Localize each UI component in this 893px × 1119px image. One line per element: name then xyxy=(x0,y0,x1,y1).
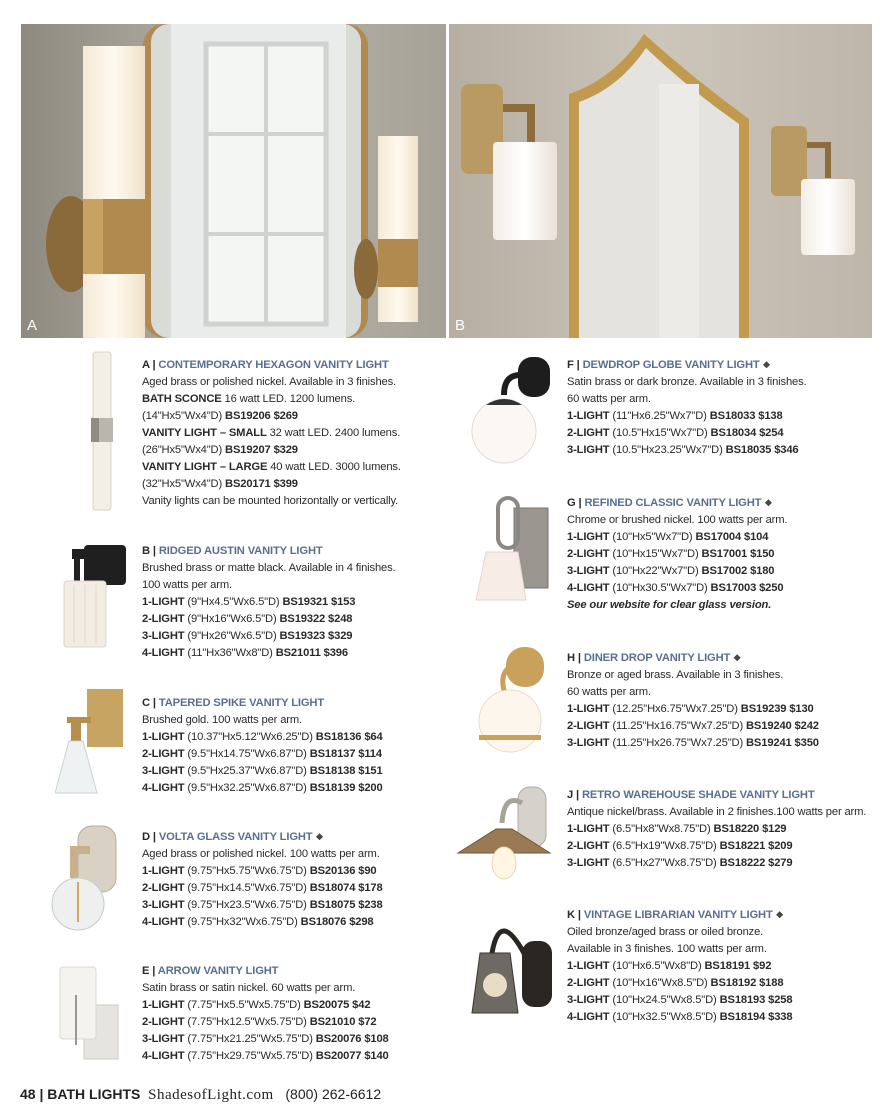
page-footer xyxy=(20,1086,381,1104)
product-a-text xyxy=(142,357,442,510)
spec-text: (6.5"Hx27"Wx8.75"D) xyxy=(609,857,720,869)
sku-price: BS20077 $140 xyxy=(315,1050,389,1062)
spec-line xyxy=(142,897,442,914)
spec-line xyxy=(567,855,877,872)
spec-label: 4-LIGHT xyxy=(567,582,610,594)
sku-price: BS18139 $200 xyxy=(309,782,383,794)
spec-text: (10"Hx6.5"Wx8"D) xyxy=(609,960,705,972)
sku-price: BS19240 $242 xyxy=(746,720,819,732)
sku-price: BS18221 $209 xyxy=(719,840,793,852)
spec-line xyxy=(567,804,877,821)
spec-label: 2-LIGHT xyxy=(567,720,610,732)
sku-price: BS19206 $269 xyxy=(225,410,298,422)
spec-line xyxy=(567,838,877,855)
product-name: DINER DROP VANITY LIGHT xyxy=(583,652,731,664)
spec-text: 60 watts per arm. xyxy=(567,393,651,405)
spec-label: 2-LIGHT xyxy=(142,613,185,625)
spec-text: Satin brass or dark bronze. Available in 3 finishes. xyxy=(567,376,807,388)
spec-label: 2-LIGHT xyxy=(567,977,610,989)
sku-price: BS18035 $346 xyxy=(725,444,799,456)
product-g-image xyxy=(474,494,554,604)
spec-text: (6.5"Hx8"Wx8.75"D) xyxy=(609,823,714,835)
spec-text: Vanity lights can be mounted horizontally or vertically. xyxy=(142,495,399,507)
spec-text: 40 watt LED. 3000 lumens. xyxy=(267,461,401,473)
spec-label: 3-LIGHT xyxy=(142,765,185,777)
spec-text: 60 watts per arm. xyxy=(567,686,651,698)
product-letter: B xyxy=(142,545,150,557)
spec-line xyxy=(142,863,442,880)
product-c-text xyxy=(142,695,442,797)
product-heading xyxy=(142,695,442,712)
sku-price: BS20136 $90 xyxy=(309,865,377,877)
spec-text: (6.5"Hx19"Wx8.75"D) xyxy=(609,840,720,852)
spec-text: (11"Hx6.25"Wx7"D) xyxy=(609,410,710,422)
spec-text: (9.5"Hx25.37"Wx6.87"D) xyxy=(184,765,310,777)
spec-label: 3-LIGHT xyxy=(567,565,610,577)
product-e-image xyxy=(58,965,122,1063)
spec-line xyxy=(567,1009,877,1026)
spec-line xyxy=(567,958,877,975)
product-g-text xyxy=(567,495,877,614)
product-heading xyxy=(142,543,442,560)
product-k-text xyxy=(567,907,877,1026)
spec-line xyxy=(567,408,877,425)
sku-price: BS19321 $153 xyxy=(282,596,356,608)
spec-label: VANITY LIGHT – SMALL xyxy=(142,427,267,439)
sku-price: BS19322 $248 xyxy=(279,613,353,625)
spec-label: 1-LIGHT xyxy=(142,865,185,877)
product-name: RIDGED AUSTIN VANITY LIGHT xyxy=(158,545,323,557)
product-letter: K xyxy=(567,909,575,921)
spec-text: (10.5"Hx15"Wx7"D) xyxy=(609,427,711,439)
spec-label: 2-LIGHT xyxy=(567,427,610,439)
product-c-image xyxy=(55,687,127,797)
product-letter: E xyxy=(142,965,150,977)
spec-label: 3-LIGHT xyxy=(567,857,610,869)
sku-price: BS18220 $129 xyxy=(713,823,787,835)
spec-text: Aged brass or polished nickel. 100 watts per arm. xyxy=(142,848,380,860)
spec-line xyxy=(142,408,442,425)
sku-price: BS20075 $42 xyxy=(303,999,371,1011)
footer-site[interactable]: ShadesofLight.com xyxy=(148,1087,274,1103)
product-name: ARROW VANITY LIGHT xyxy=(157,965,279,977)
spec-line xyxy=(142,1048,442,1065)
spec-text: Chrome or brushed nickel. 100 watts per arm. xyxy=(567,514,788,526)
product-heading xyxy=(142,829,442,846)
sku-price: BS18138 $151 xyxy=(309,765,383,777)
sku-price: BS20171 $399 xyxy=(225,478,298,490)
spec-label: 4-LIGHT xyxy=(142,1050,185,1062)
spec-line xyxy=(567,374,877,391)
product-name: REFINED CLASSIC VANITY LIGHT xyxy=(584,497,762,509)
spec-label: 2-LIGHT xyxy=(567,548,610,560)
sku-price: BS17003 $250 xyxy=(710,582,784,594)
spec-line xyxy=(142,1014,442,1031)
new-item-mark: ❖ xyxy=(315,832,324,842)
spec-line xyxy=(567,597,877,614)
spec-line xyxy=(142,997,442,1014)
product-d-image xyxy=(50,822,120,932)
sku-price: BS19239 $130 xyxy=(740,703,814,715)
spec-line xyxy=(567,529,877,546)
spec-line xyxy=(567,512,877,529)
spec-label: BATH SCONCE xyxy=(142,393,222,405)
spec-text: (11.25"Hx16.75"Wx7.25"D) xyxy=(609,720,746,732)
spec-line xyxy=(567,391,877,408)
spec-line xyxy=(142,374,442,391)
heading-separator: | xyxy=(149,965,158,977)
page-number: 48 xyxy=(20,1086,36,1102)
heading-separator: | xyxy=(149,697,159,709)
spec-label: 1-LIGHT xyxy=(567,823,610,835)
spec-text: 16 watt LED. 1200 lumens. xyxy=(221,393,356,405)
new-item-mark: ❖ xyxy=(733,653,742,663)
spec-line xyxy=(142,493,442,510)
new-item-mark: ❖ xyxy=(764,498,773,508)
spec-line xyxy=(567,735,877,752)
spec-line xyxy=(142,712,442,729)
spec-text: (14"Hx5"Wx4"D) xyxy=(142,410,226,422)
spec-label: 3-LIGHT xyxy=(567,444,610,456)
spec-text: (7.75"Hx29.75"Wx5.75"D) xyxy=(184,1050,316,1062)
new-item-mark: ❖ xyxy=(775,910,784,920)
new-item-mark: ❖ xyxy=(762,360,771,370)
spec-text: (9"Hx26"Wx6.5"D) xyxy=(184,630,280,642)
spec-label: 3-LIGHT xyxy=(142,1033,185,1045)
sku-price: BS18191 $92 xyxy=(704,960,772,972)
spec-label: 1-LIGHT xyxy=(142,999,185,1011)
spec-label: 2-LIGHT xyxy=(142,1016,185,1028)
spec-text: Bronze or aged brass. Available in 3 finishes. xyxy=(567,669,784,681)
heading-separator: | xyxy=(149,359,159,371)
spec-line xyxy=(142,980,442,997)
spec-text: (9.5"Hx32.25"Wx6.87"D) xyxy=(184,782,310,794)
sku-price: BS19323 $329 xyxy=(279,630,353,642)
spec-label: 2-LIGHT xyxy=(567,840,610,852)
heading-separator: | xyxy=(573,789,582,801)
spec-text: (9.75"Hx32"Wx6.75"D) xyxy=(184,916,301,928)
spec-line xyxy=(142,560,442,577)
photo-b xyxy=(449,24,872,338)
spec-text: Brushed gold. 100 watts per arm. xyxy=(142,714,302,726)
spec-label: 3-LIGHT xyxy=(142,899,185,911)
product-k-image xyxy=(470,913,556,1023)
sku-price: BS18034 $254 xyxy=(710,427,784,439)
sku-price: BS17002 $180 xyxy=(701,565,775,577)
heading-separator: | xyxy=(573,359,583,371)
spec-label: 3-LIGHT xyxy=(142,630,185,642)
spec-text: Antique nickel/brass. Available in 2 finishes.100 watts per arm. xyxy=(567,806,867,818)
sku-price: BS18136 $64 xyxy=(315,731,383,743)
product-name: VOLTA GLASS VANITY LIGHT xyxy=(158,831,313,843)
spec-text: (9"Hx16"Wx6.5"D) xyxy=(184,613,280,625)
spec-text: Brushed brass or matte black. Available in 4 finishes. xyxy=(142,562,396,574)
spec-text: (10"Hx22"Wx7"D) xyxy=(609,565,702,577)
product-heading xyxy=(567,495,877,512)
heading-separator: | xyxy=(574,909,584,921)
sku-price: BS18033 $138 xyxy=(709,410,783,422)
spec-text: (10"Hx5"Wx7"D) xyxy=(609,531,696,543)
sku-price: BS17004 $104 xyxy=(695,531,769,543)
product-heading xyxy=(567,650,877,667)
spec-line xyxy=(567,546,877,563)
spec-label: 1-LIGHT xyxy=(142,731,185,743)
spec-line xyxy=(567,684,877,701)
spec-line xyxy=(567,425,877,442)
sku-price: BS21010 $72 xyxy=(309,1016,377,1028)
spec-line xyxy=(142,729,442,746)
product-letter: C xyxy=(142,697,150,709)
spec-line xyxy=(567,941,877,958)
spec-text: (10"Hx30.5"Wx7"D) xyxy=(609,582,711,594)
footer-sep: | xyxy=(35,1086,48,1102)
heading-separator: | xyxy=(574,652,584,664)
sku-price: BS21011 $396 xyxy=(275,647,348,659)
sku-price: BS18076 $298 xyxy=(300,916,374,928)
spec-label: 4-LIGHT xyxy=(142,782,185,794)
product-b-image xyxy=(62,543,130,651)
spec-label: 1-LIGHT xyxy=(567,410,610,422)
sku-price: BS18222 $279 xyxy=(719,857,793,869)
heading-separator: | xyxy=(149,545,159,557)
spec-line xyxy=(567,718,877,735)
footer-section: BATH LIGHTS xyxy=(47,1086,141,1102)
spec-label: 2-LIGHT xyxy=(142,882,185,894)
website-note: See our website for clear glass version. xyxy=(567,599,772,611)
spec-line xyxy=(142,914,442,931)
product-a-image xyxy=(88,350,118,515)
spec-line xyxy=(142,780,442,797)
spec-text: (9.75"Hx23.5"Wx6.75"D) xyxy=(184,899,310,911)
spec-line xyxy=(567,580,877,597)
spec-text: (7.75"Hx21.25"Wx5.75"D) xyxy=(184,1033,316,1045)
sku-price: BS18192 $188 xyxy=(710,977,784,989)
spec-text: (32"Hx5"Wx4"D) xyxy=(142,478,226,490)
spec-line xyxy=(567,924,877,941)
spec-line xyxy=(142,763,442,780)
spec-line xyxy=(142,611,442,628)
product-h-image xyxy=(476,645,548,757)
spec-text: (9"Hx4.5"Wx6.5"D) xyxy=(184,596,283,608)
spec-label: 3-LIGHT xyxy=(567,994,610,1006)
spec-label: 1-LIGHT xyxy=(567,960,610,972)
sku-price: BS18194 $338 xyxy=(719,1011,793,1023)
spec-label: 2-LIGHT xyxy=(142,748,185,760)
product-letter: A xyxy=(142,359,150,371)
product-h-text xyxy=(567,650,877,752)
product-letter: F xyxy=(567,359,574,371)
spec-line xyxy=(567,442,877,459)
product-heading xyxy=(142,963,442,980)
sku-price: BS18075 $238 xyxy=(309,899,383,911)
spec-line xyxy=(142,391,442,408)
photo-b-letter: B xyxy=(455,317,466,334)
spec-line xyxy=(142,846,442,863)
photo-a xyxy=(21,24,446,338)
spec-line xyxy=(142,880,442,897)
spec-text: (10.37"Hx5.12"Wx6.25"D) xyxy=(184,731,316,743)
spec-text: (7.75"Hx5.5"Wx5.75"D) xyxy=(184,999,304,1011)
spec-text: (12.25"Hx6.75"Wx7.25"D) xyxy=(609,703,741,715)
product-letter: J xyxy=(567,789,574,801)
spec-line xyxy=(567,821,877,838)
sku-price: BS19207 $329 xyxy=(225,444,298,456)
spec-text: (7.75"Hx12.5"Wx5.75"D) xyxy=(184,1016,310,1028)
spec-text: (9.5"Hx14.75"Wx6.87"D) xyxy=(184,748,310,760)
spec-text: Aged brass or polished nickel. Available in 3 finishes. xyxy=(142,376,396,388)
spec-line xyxy=(142,1031,442,1048)
spec-label: 1-LIGHT xyxy=(567,703,610,715)
product-b-text xyxy=(142,543,442,662)
spec-text: Satin brass or satin nickel. 60 watts per arm. xyxy=(142,982,356,994)
spec-text: (11"Hx36"Wx8"D) xyxy=(184,647,276,659)
spec-line xyxy=(567,992,877,1009)
spec-text: (10"Hx24.5"Wx8.5"D) xyxy=(609,994,720,1006)
sku-price: BS19241 $350 xyxy=(746,737,819,749)
spec-text: (9.75"Hx14.5"Wx6.75"D) xyxy=(184,882,310,894)
spec-text: (10"Hx16"Wx8.5"D) xyxy=(609,977,711,989)
spec-line xyxy=(142,746,442,763)
product-name: CONTEMPORARY HEXAGON VANITY LIGHT xyxy=(158,359,389,371)
product-j-text xyxy=(567,787,877,872)
spec-text: (11.25"Hx26.75"Wx7.25"D) xyxy=(609,737,746,749)
product-letter: G xyxy=(567,497,576,509)
spec-label: 4-LIGHT xyxy=(142,916,185,928)
spec-label: 1-LIGHT xyxy=(567,531,610,543)
spec-line xyxy=(142,442,442,459)
product-heading xyxy=(567,907,877,924)
spec-label: 3-LIGHT xyxy=(567,737,610,749)
spec-text: (10"Hx32.5"Wx8.5"D) xyxy=(609,1011,720,1023)
footer-phone: (800) 262-6612 xyxy=(285,1086,382,1102)
spec-text: (10"Hx15"Wx7"D) xyxy=(609,548,702,560)
spec-line xyxy=(567,975,877,992)
spec-text: (26"Hx5"Wx4"D) xyxy=(142,444,226,456)
spec-line xyxy=(567,563,877,580)
spec-label: VANITY LIGHT – LARGE xyxy=(142,461,268,473)
spec-label: 4-LIGHT xyxy=(142,647,185,659)
spec-text: Available in 3 finishes. 100 watts per arm. xyxy=(567,943,767,955)
product-heading xyxy=(567,787,877,804)
spec-text: 100 watts per arm. xyxy=(142,579,232,591)
product-f-text xyxy=(567,357,877,459)
product-j-image xyxy=(456,783,552,883)
spec-line xyxy=(567,667,877,684)
product-d-text xyxy=(142,829,442,931)
heading-separator: | xyxy=(575,497,585,509)
spec-line xyxy=(142,594,442,611)
product-name: DEWDROP GLOBE VANITY LIGHT xyxy=(582,359,760,371)
spec-text: 32 watt LED. 2400 lumens. xyxy=(266,427,401,439)
sku-price: BS18137 $114 xyxy=(309,748,382,760)
spec-line xyxy=(142,577,442,594)
product-letter: D xyxy=(142,831,150,843)
sku-price: BS17001 $150 xyxy=(701,548,775,560)
product-heading xyxy=(142,357,442,374)
product-name: RETRO WAREHOUSE SHADE VANITY LIGHT xyxy=(581,789,815,801)
spec-line xyxy=(142,459,442,476)
spec-label: 1-LIGHT xyxy=(142,596,185,608)
product-letter: H xyxy=(567,652,575,664)
product-heading xyxy=(567,357,877,374)
sku-price: BS20076 $108 xyxy=(315,1033,389,1045)
heading-separator: | xyxy=(149,831,159,843)
spec-line xyxy=(142,476,442,493)
spec-line xyxy=(567,701,877,718)
spec-text: (10.5"Hx23.25"Wx7"D) xyxy=(609,444,726,456)
spec-line xyxy=(142,645,442,662)
spec-line xyxy=(142,628,442,645)
product-name: VINTAGE LIBRARIAN VANITY LIGHT xyxy=(583,909,773,921)
spec-line xyxy=(142,425,442,442)
sku-price: BS18193 $258 xyxy=(719,994,793,1006)
photo-a-letter: A xyxy=(27,317,38,334)
product-name: TAPERED SPIKE VANITY LIGHT xyxy=(158,697,325,709)
product-e-text xyxy=(142,963,442,1065)
product-f-image xyxy=(470,355,554,465)
spec-text: (9.75"Hx5.75"Wx6.75"D) xyxy=(184,865,310,877)
spec-label: 4-LIGHT xyxy=(567,1011,610,1023)
spec-text: Oiled bronze/aged brass or oiled bronze. xyxy=(567,926,764,938)
sku-price: BS18074 $178 xyxy=(309,882,383,894)
